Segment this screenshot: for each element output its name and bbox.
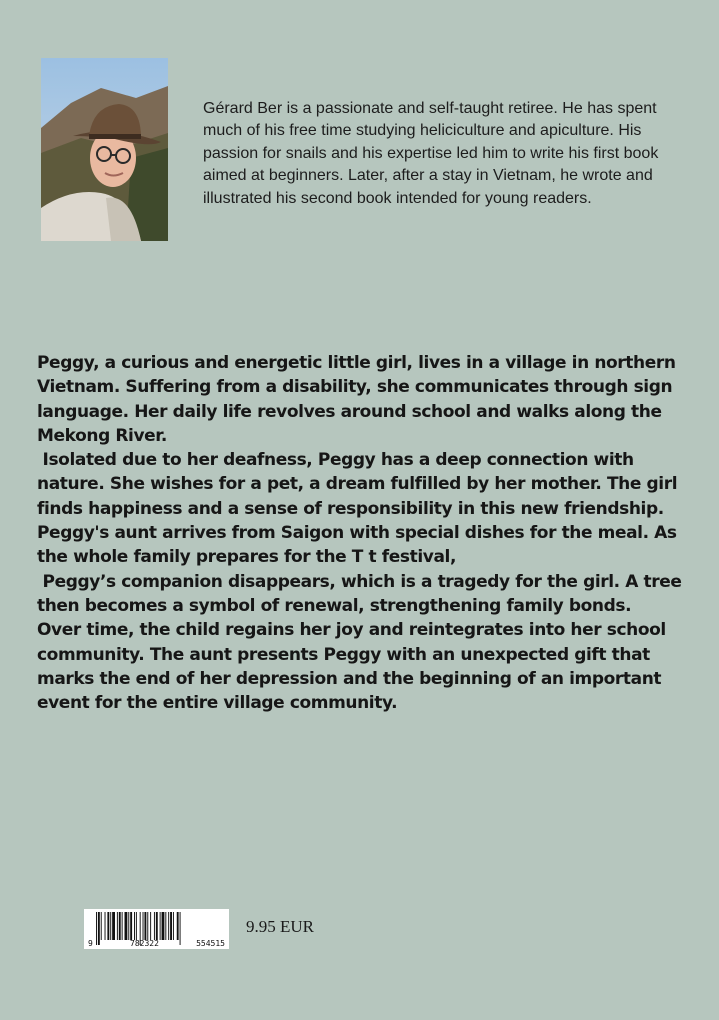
- synopsis-paragraph: Over time, the child regains her joy and reintegrates into her school community. The aunt presents Peggy with an unexpected gift that marks the end of her depression and the beginning of an important event for the entire village community.: [37, 620, 672, 714]
- synopsis-paragraph: Isolated due to her deafness, Peggy has a deep connection with nature. She wishes for a pet, a dream fulfilled by her mother. The girl finds happiness and a sense of responsibility in this new friendship.: [37, 450, 683, 519]
- barcode-bar: [105, 912, 106, 940]
- barcode-bar: [125, 912, 128, 940]
- barcode-bar: [170, 912, 172, 940]
- barcode-bar: [101, 912, 102, 940]
- barcode-bar: [160, 912, 161, 940]
- author-photo: [41, 58, 168, 241]
- barcode-bar: [117, 912, 118, 940]
- barcode-bar: [165, 912, 166, 940]
- barcode-bar: [134, 912, 135, 940]
- barcode-bar: [110, 912, 111, 940]
- barcode-bar: [107, 912, 109, 940]
- price-label: 9.95 EUR: [246, 917, 314, 936]
- barcode-bar: [162, 912, 165, 940]
- barcode-digits: [84, 939, 229, 948]
- barcode-bar: [156, 912, 158, 940]
- barcode-bar: [147, 912, 148, 940]
- barcode-bar: [173, 912, 174, 940]
- barcode-bar: [177, 912, 179, 940]
- book-synopsis: [37, 351, 687, 715]
- synopsis-paragraph: Peggy's aunt arrives from Saigon with special dishes for the meal. As the whole family prepares for the T t festival,: [37, 523, 683, 568]
- barcode-digit-lead: 9: [88, 939, 93, 948]
- barcode-digits-left: 782322: [130, 939, 159, 948]
- synopsis-paragraph: Peggy’s companion disappears, which is a tragedy for the girl. A tree then becomes a symbol of renewal, strengthening family bonds.: [37, 571, 688, 616]
- barcode-bar: [128, 912, 129, 940]
- barcode-bar: [119, 912, 121, 940]
- barcode-bar: [112, 912, 115, 940]
- barcode-bar: [144, 912, 146, 940]
- barcode-bar: [143, 912, 144, 940]
- author-bio: Gérard Ber is a passionate and self-taught retiree. He has spent much of his free time studying heliciculture and apiculture. His passion for snails and his expertise led him to write his first book aimed at beginners. Later, after a stay in Vietnam, he wrote and illustrated his second book intended for young readers.: [203, 100, 659, 207]
- barcode-bar: [154, 912, 155, 940]
- isbn-barcode: [84, 909, 229, 949]
- barcode-bar: [168, 912, 169, 940]
- synopsis-paragraph: Peggy, a curious and energetic little girl, lives in a village in northern Vietnam. Suffering from a disability, she communicates through sign language. Her daily life revolves around school and walks along the Mekong River.: [37, 353, 682, 446]
- barcode-bar: [130, 912, 132, 940]
- barcode-bar: [150, 912, 151, 940]
- barcode-digits-right: 554515: [196, 939, 225, 948]
- barcode-bar: [122, 912, 123, 940]
- barcode-bar: [136, 912, 137, 940]
